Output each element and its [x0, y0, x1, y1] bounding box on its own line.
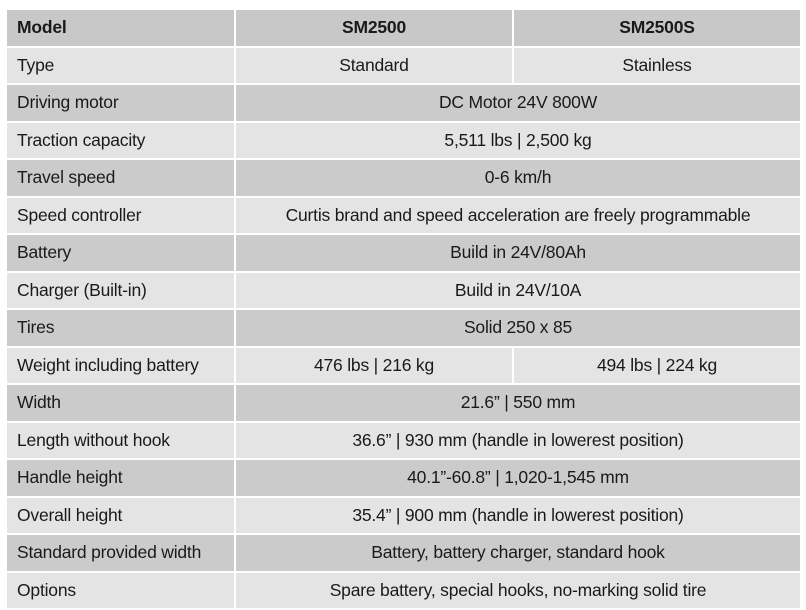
row-traction-capacity [6, 122, 801, 160]
row-value: DC Motor 24V 800W [235, 84, 801, 122]
row-value-sm2500: Standard [235, 47, 513, 85]
row-value: 21.6” | 550 mm [235, 384, 801, 422]
header-sm2500: SM2500 [235, 9, 513, 47]
row-label: Width [6, 384, 235, 422]
row-value: Spare battery, special hooks, no-marking solid tire [235, 572, 801, 610]
row-value: Battery, battery charger, standard hook [235, 534, 801, 572]
row-length [6, 422, 801, 460]
row-label: Tires [6, 309, 235, 347]
row-standard-provided [6, 534, 801, 572]
row-options [6, 572, 801, 610]
row-label: Options [6, 572, 235, 610]
row-label: Travel speed [6, 159, 235, 197]
row-width [6, 384, 801, 422]
row-label: Handle height [6, 459, 235, 497]
row-value: Solid 250 x 85 [235, 309, 801, 347]
row-value-sm2500: 476 lbs | 216 kg [235, 347, 513, 385]
row-value: 0-6 km/h [235, 159, 801, 197]
row-label: Standard provided width [6, 534, 235, 572]
header-model: Model [6, 9, 235, 47]
row-label: Charger (Built-in) [6, 272, 235, 310]
row-value-sm2500s: 494 lbs | 224 kg [513, 347, 801, 385]
row-label: Type [6, 47, 235, 85]
row-label: Length without hook [6, 422, 235, 460]
row-label: Battery [6, 234, 235, 272]
row-value: 35.4” | 900 mm (handle in lowerest position) [235, 497, 801, 535]
row-driving-motor [6, 84, 801, 122]
row-type [6, 47, 801, 85]
row-weight [6, 347, 801, 385]
header-sm2500s: SM2500S [513, 9, 801, 47]
row-label: Weight including battery [6, 347, 235, 385]
row-travel-speed [6, 159, 801, 197]
row-tires [6, 309, 801, 347]
spec-table [5, 8, 802, 610]
row-overall-height [6, 497, 801, 535]
row-label: Driving motor [6, 84, 235, 122]
row-value: 5,511 lbs | 2,500 kg [235, 122, 801, 160]
row-label: Overall height [6, 497, 235, 535]
header-row [6, 9, 801, 47]
row-value: 40.1”-60.8” | 1,020-1,545 mm [235, 459, 801, 497]
row-handle-height [6, 459, 801, 497]
row-value: 36.6” | 930 mm (handle in lowerest position) [235, 422, 801, 460]
row-value: Build in 24V/80Ah [235, 234, 801, 272]
row-speed-controller [6, 197, 801, 235]
row-charger [6, 272, 801, 310]
row-value: Curtis brand and speed acceleration are freely programmable [235, 197, 801, 235]
row-value-sm2500s: Stainless [513, 47, 801, 85]
row-value: Build in 24V/10A [235, 272, 801, 310]
row-label: Speed controller [6, 197, 235, 235]
row-label: Traction capacity [6, 122, 235, 160]
row-battery [6, 234, 801, 272]
